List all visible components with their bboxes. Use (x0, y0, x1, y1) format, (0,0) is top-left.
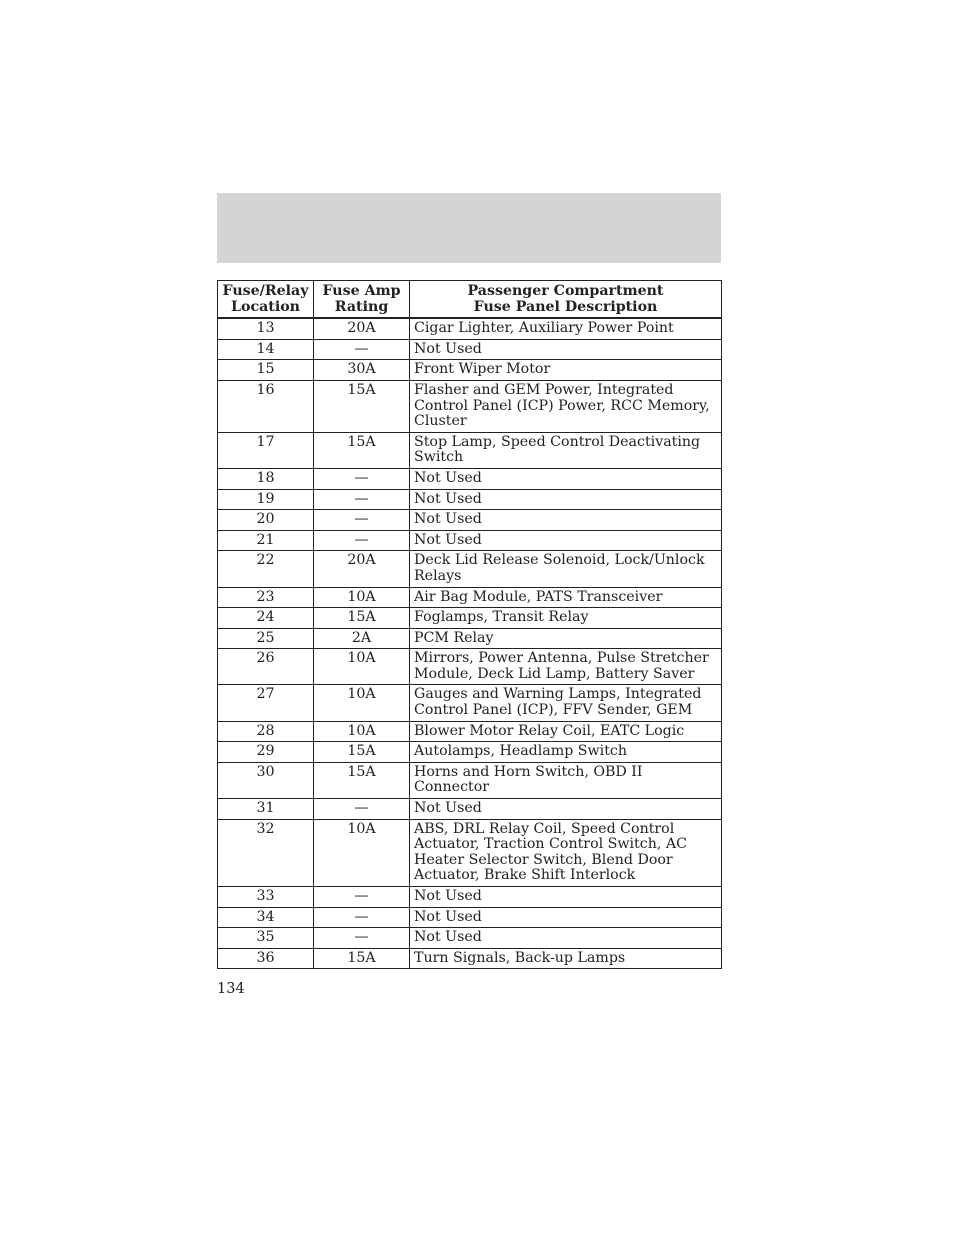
cell-location: 17 (218, 432, 314, 468)
cell-location: 30 (218, 762, 314, 798)
header-location: Fuse/Relay Location (218, 281, 314, 319)
cell-description: Flasher and GEM Power, Integrated Control Panel (ICP) Power, RCC Memory, Cluster (410, 380, 722, 432)
table-row (218, 510, 722, 531)
cell-description: Gauges and Warning Lamps, Integrated Control Panel (ICP), FFV Sender, GEM (410, 685, 722, 721)
table-row (218, 742, 722, 763)
cell-description: Not Used (410, 489, 722, 510)
table-row (218, 928, 722, 949)
cell-rating: 10A (314, 649, 410, 685)
cell-rating: — (314, 887, 410, 908)
cell-rating: 15A (314, 432, 410, 468)
cell-location: 36 (218, 948, 314, 969)
section-header-band (217, 193, 721, 263)
cell-description: ABS, DRL Relay Coil, Speed Control Actuator, Traction Control Switch, AC Heater Selector Switch, Blend Door Actuator, Brake Shift Interlock (410, 819, 722, 886)
cell-location: 26 (218, 649, 314, 685)
table-row (218, 468, 722, 489)
table-row (218, 608, 722, 629)
cell-description: Cigar Lighter, Auxiliary Power Point (410, 318, 722, 339)
table-row (218, 721, 722, 742)
cell-location: 22 (218, 551, 314, 587)
page-number: 134 (217, 981, 245, 997)
table-row (218, 907, 722, 928)
cell-location: 19 (218, 489, 314, 510)
table-row (218, 799, 722, 820)
table-header-row (218, 281, 722, 319)
table-row (218, 530, 722, 551)
cell-location: 35 (218, 928, 314, 949)
cell-rating: 10A (314, 819, 410, 886)
cell-description: Foglamps, Transit Relay (410, 608, 722, 629)
cell-rating: — (314, 468, 410, 489)
cell-description: Turn Signals, Back-up Lamps (410, 948, 722, 969)
cell-location: 16 (218, 380, 314, 432)
cell-rating: 15A (314, 948, 410, 969)
table-row (218, 819, 722, 886)
cell-location: 28 (218, 721, 314, 742)
cell-location: 29 (218, 742, 314, 763)
cell-description: Stop Lamp, Speed Control Deactivating Switch (410, 432, 722, 468)
table-row (218, 628, 722, 649)
cell-rating: 2A (314, 628, 410, 649)
cell-rating: — (314, 907, 410, 928)
cell-location: 14 (218, 339, 314, 360)
cell-rating: — (314, 928, 410, 949)
table-row (218, 551, 722, 587)
table-row (218, 948, 722, 969)
cell-location: 24 (218, 608, 314, 629)
cell-rating: — (314, 530, 410, 551)
cell-location: 18 (218, 468, 314, 489)
cell-location: 15 (218, 360, 314, 381)
table-row (218, 762, 722, 798)
cell-location: 21 (218, 530, 314, 551)
cell-location: 20 (218, 510, 314, 531)
cell-description: Autolamps, Headlamp Switch (410, 742, 722, 763)
cell-description: Not Used (410, 799, 722, 820)
cell-description: Not Used (410, 887, 722, 908)
cell-description: Not Used (410, 339, 722, 360)
cell-description: Not Used (410, 510, 722, 531)
table-row (218, 489, 722, 510)
cell-location: 33 (218, 887, 314, 908)
cell-description: Not Used (410, 530, 722, 551)
cell-description: PCM Relay (410, 628, 722, 649)
cell-rating: 15A (314, 762, 410, 798)
table-row (218, 887, 722, 908)
cell-description: Deck Lid Release Solenoid, Lock/Unlock Relays (410, 551, 722, 587)
table-row (218, 649, 722, 685)
cell-location: 27 (218, 685, 314, 721)
cell-rating: 15A (314, 742, 410, 763)
cell-rating: 20A (314, 318, 410, 339)
cell-description: Mirrors, Power Antenna, Pulse Stretcher Module, Deck Lid Lamp, Battery Saver (410, 649, 722, 685)
cell-description: Not Used (410, 907, 722, 928)
cell-rating: 10A (314, 721, 410, 742)
cell-rating: — (314, 339, 410, 360)
cell-rating: 10A (314, 685, 410, 721)
cell-location: 34 (218, 907, 314, 928)
table-row (218, 360, 722, 381)
cell-rating: 30A (314, 360, 410, 381)
cell-rating: 20A (314, 551, 410, 587)
cell-location: 23 (218, 587, 314, 608)
header-rating: Fuse Amp Rating (314, 281, 410, 319)
cell-location: 25 (218, 628, 314, 649)
table-row (218, 685, 722, 721)
cell-rating: — (314, 510, 410, 531)
table-row (218, 587, 722, 608)
cell-rating: — (314, 799, 410, 820)
cell-rating: 15A (314, 608, 410, 629)
cell-location: 31 (218, 799, 314, 820)
cell-location: 32 (218, 819, 314, 886)
fuse-table (217, 280, 722, 969)
cell-description: Blower Motor Relay Coil, EATC Logic (410, 721, 722, 742)
cell-location: 13 (218, 318, 314, 339)
cell-description: Not Used (410, 928, 722, 949)
cell-description: Air Bag Module, PATS Transceiver (410, 587, 722, 608)
cell-description: Horns and Horn Switch, OBD II Connector (410, 762, 722, 798)
table-row (218, 380, 722, 432)
header-description: Passenger Compartment Fuse Panel Description (410, 281, 722, 319)
cell-description: Front Wiper Motor (410, 360, 722, 381)
table-row (218, 339, 722, 360)
table-row (218, 318, 722, 339)
table-row (218, 432, 722, 468)
cell-rating: 10A (314, 587, 410, 608)
cell-rating: 15A (314, 380, 410, 432)
cell-rating: — (314, 489, 410, 510)
cell-description: Not Used (410, 468, 722, 489)
